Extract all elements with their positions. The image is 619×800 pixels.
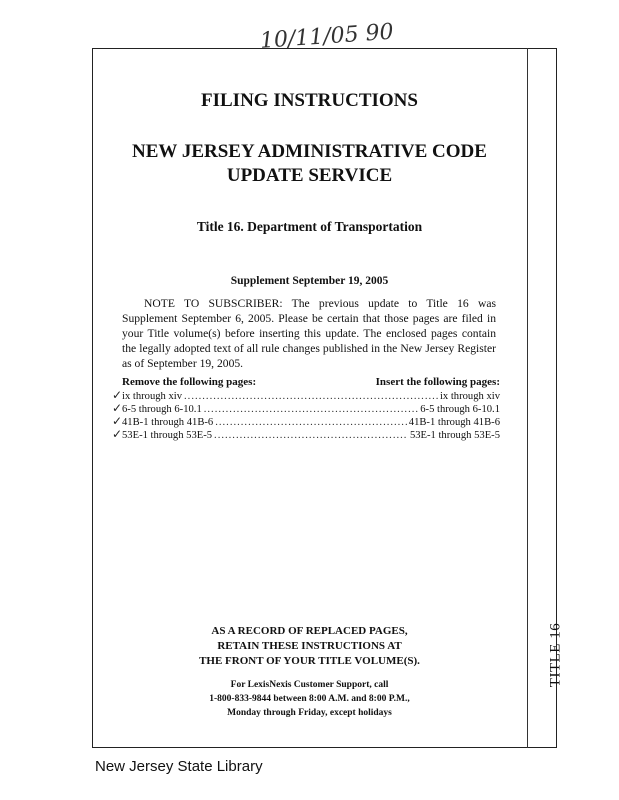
- retain-line-1: AS A RECORD OF REPLACED PAGES,: [211, 625, 408, 637]
- checkmark-icon: ✓: [112, 427, 123, 441]
- insert-range: 53E-1 through 53E-5: [409, 430, 500, 441]
- remove-range: 6-5 through 6-10.1: [122, 404, 202, 415]
- support-line-1: For LexisNexis Customer Support, call: [230, 680, 389, 690]
- remove-range: 41B-1 through 41B-6: [122, 417, 214, 428]
- retain-instructions: [92, 624, 527, 669]
- list-item: [112, 427, 500, 441]
- filing-instructions-heading: FILING INSTRUCTIONS: [201, 90, 418, 111]
- list-item: [112, 388, 500, 402]
- remove-pages-header: Remove the following pages:: [122, 376, 257, 388]
- retain-line-2: RETAIN THESE INSTRUCTIONS AT: [217, 640, 402, 652]
- insert-range: ix through xiv: [439, 391, 500, 402]
- checkmark-icon: ✓: [112, 414, 123, 428]
- support-line-3: Monday through Friday, except holidays: [227, 708, 392, 718]
- code-title-line-1: NEW JERSEY ADMINISTRATIVE CODE: [132, 141, 487, 162]
- leader-dots: [204, 404, 419, 415]
- remove-range: 53E-1 through 53E-5: [122, 430, 213, 441]
- customer-support-info: [92, 678, 527, 720]
- title-department-line: Title 16. Department of Transportation: [196, 219, 423, 234]
- code-title-line-2: UPDATE SERVICE: [226, 165, 393, 186]
- title-tab-label: TITLE 16: [547, 622, 564, 688]
- insert-range: 41B-1 through 41B-6: [408, 417, 500, 428]
- list-header: [122, 376, 500, 388]
- leader-dots: [215, 417, 407, 428]
- leader-dots: [214, 430, 408, 441]
- retain-line-3: THE FRONT OF YOUR TITLE VOLUME(S).: [199, 655, 420, 667]
- tab-divider-line: [527, 48, 528, 748]
- checkmark-icon: ✓: [112, 401, 123, 415]
- note-to-subscriber: NOTE TO SUBSCRIBER: The previous update to Title 16 was Supplement September 6, 2005. Please be certain that those pages are filed in your Title volume(s) before inserting this update. The enclosed pages contain the legally adopted text of all rule changes published in the New Jersey Register as of September 19, 2005.: [122, 297, 496, 370]
- list-item: [112, 401, 500, 415]
- leader-dots: [184, 391, 438, 402]
- insert-range: 6-5 through 6-10.1: [420, 404, 500, 415]
- checkmark-icon: ✓: [112, 388, 123, 402]
- support-line-2: 1-800-833-9844 between 8:00 A.M. and 8:00 P.M.,: [209, 694, 410, 704]
- insert-pages-header: Insert the following pages:: [375, 376, 500, 388]
- list-item: [112, 414, 500, 428]
- remove-range: ix through xiv: [122, 391, 183, 402]
- library-footer: New Jersey State Library: [95, 758, 263, 775]
- supplement-date: Supplement September 19, 2005: [230, 275, 389, 287]
- page-replacement-list: [112, 376, 500, 441]
- handwritten-date-text: 10/11/05 90: [259, 19, 395, 54]
